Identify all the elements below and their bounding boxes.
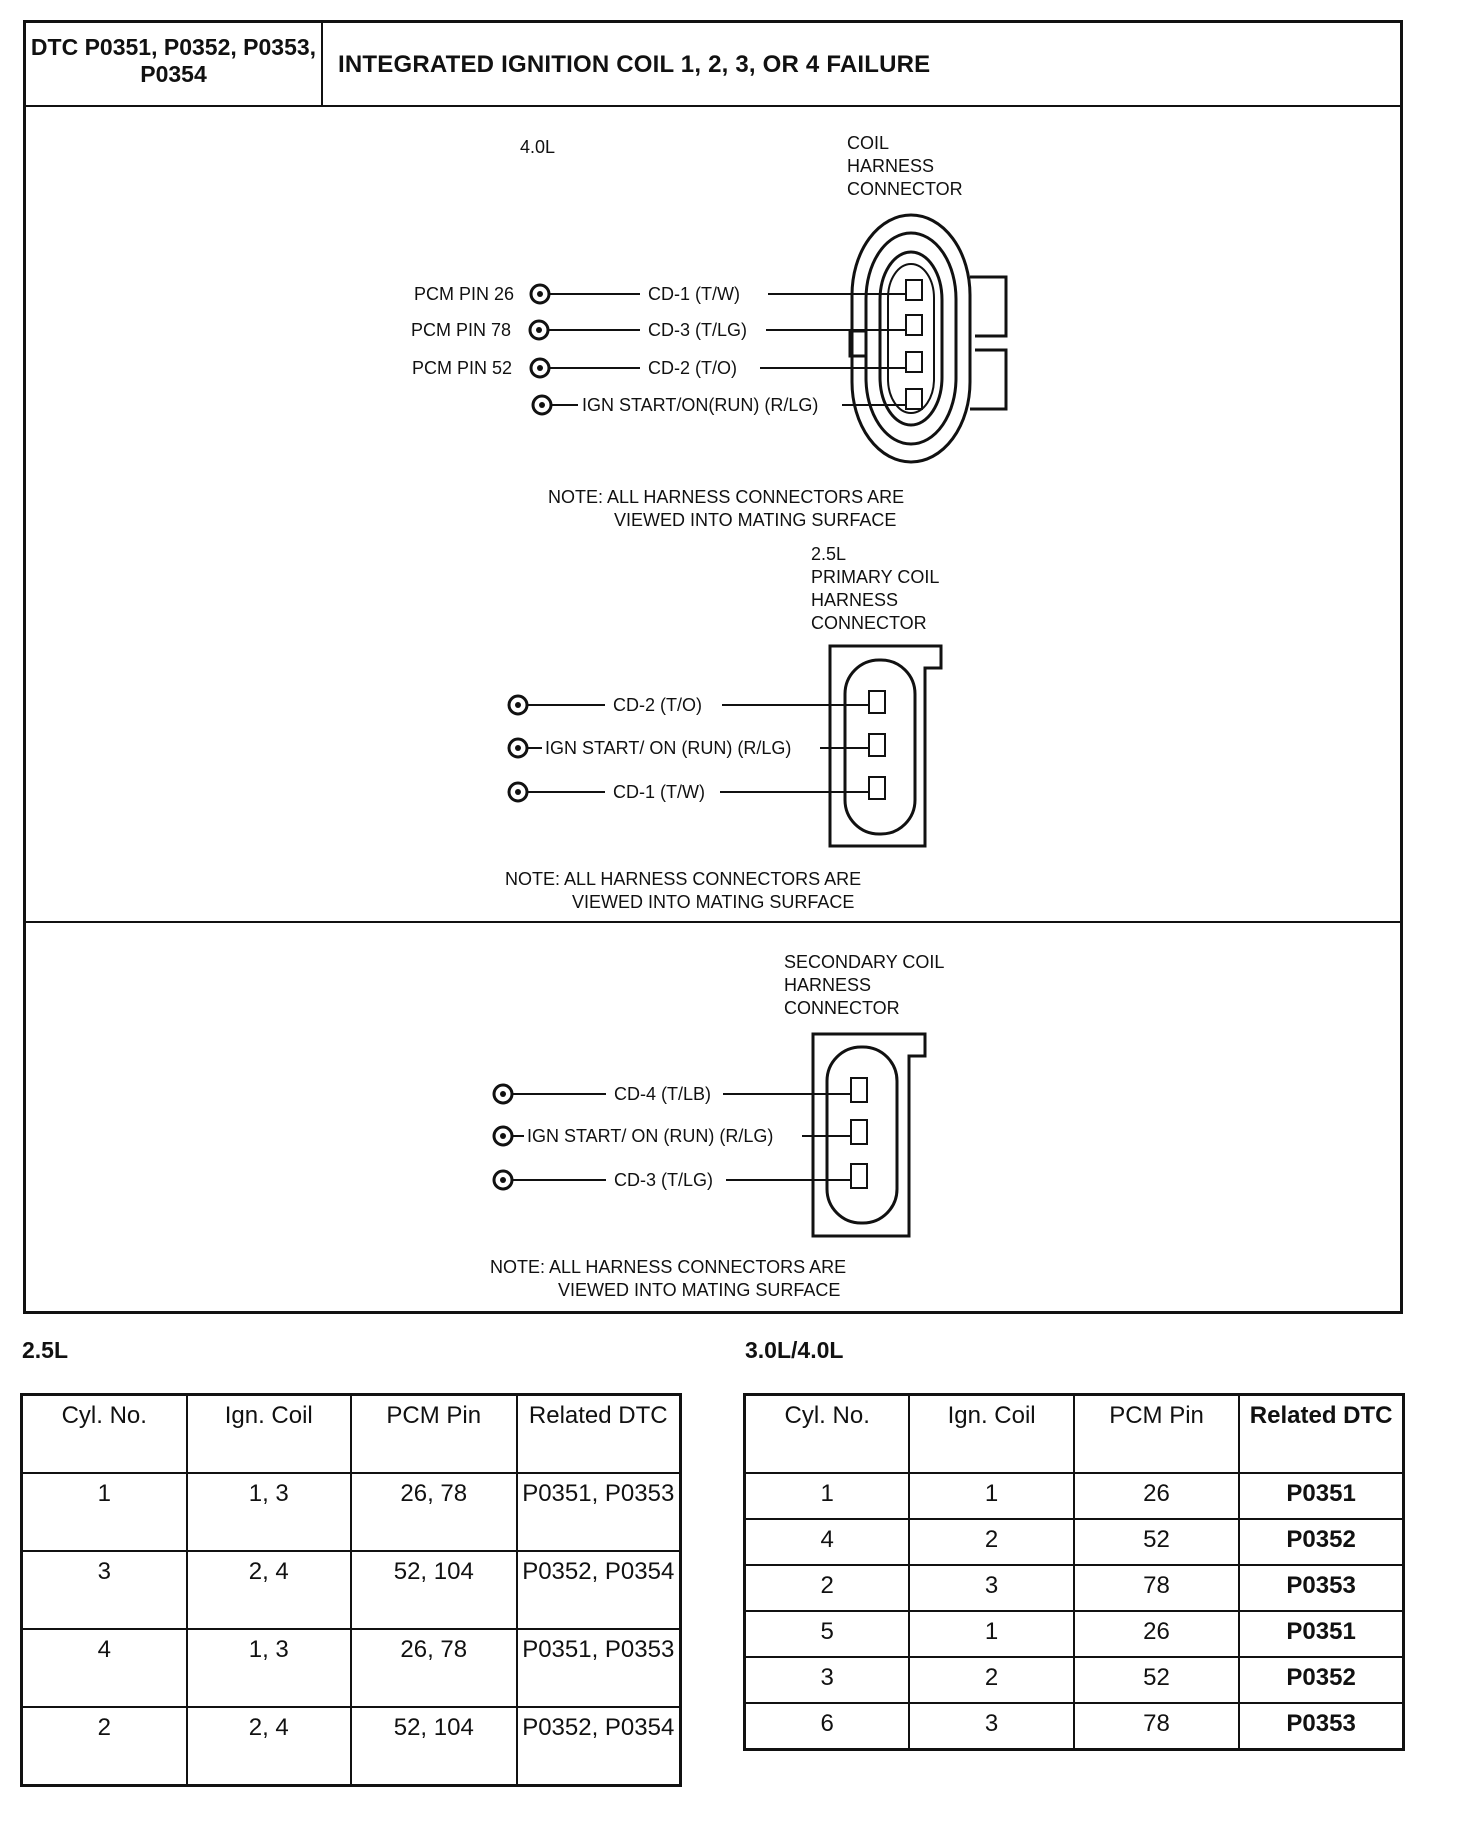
connector-label-line: COIL	[847, 133, 890, 153]
diagram-2-5l-primary	[505, 544, 941, 912]
diagram-4-0l	[411, 133, 1006, 530]
cell-dtc: P0352, P0354	[517, 1551, 681, 1629]
cell-dtc: P0352, P0354	[517, 1707, 681, 1786]
pcm-pin-label: PCM PIN 78	[411, 320, 512, 340]
cell-dtc: P0352	[1239, 1519, 1403, 1565]
circuit-label: CD-4 (T/LB)	[614, 1084, 712, 1104]
cell-dtc: P0351	[1239, 1611, 1403, 1657]
connector-label-line: HARNESS	[847, 156, 935, 176]
table-2-5l-label: 2.5L	[22, 1337, 69, 1363]
note-line: NOTE: ALL HARNESS CONNECTORS ARE	[490, 1257, 847, 1277]
cell-pin: 52, 104	[351, 1707, 517, 1786]
note-line: VIEWED INTO MATING SURFACE	[614, 510, 897, 530]
connector-label-line: CONNECTOR	[784, 998, 900, 1018]
cell-pin: 78	[1074, 1703, 1239, 1750]
column-header: Cyl. No.	[22, 1395, 187, 1474]
cell-coil: 1	[909, 1473, 1073, 1519]
column-header: Ign. Coil	[909, 1395, 1073, 1474]
table-row	[745, 1473, 1404, 1519]
cell-dtc: P0351, P0353	[517, 1629, 681, 1707]
cell-cyl: 5	[745, 1611, 910, 1657]
cell-pin: 26, 78	[351, 1629, 517, 1707]
connector-label-line: 2.5L	[811, 544, 847, 564]
table-row	[22, 1707, 681, 1786]
primary-row-1	[509, 695, 869, 715]
cell-cyl: 4	[22, 1629, 187, 1707]
circuit-label: CD-2 (T/O)	[613, 695, 702, 715]
cell-coil: 1	[909, 1611, 1073, 1657]
connector-label-line: SECONDARY COIL	[784, 952, 945, 972]
circuit-label: CD-3 (T/LG)	[648, 320, 747, 340]
cell-coil: 2, 4	[187, 1551, 352, 1629]
cell-cyl: 3	[22, 1551, 187, 1629]
connector-label-line: CONNECTOR	[847, 179, 963, 199]
connector-label-line: PRIMARY COIL	[811, 567, 940, 587]
cell-pin: 52, 104	[351, 1551, 517, 1629]
cell-cyl: 2	[22, 1707, 187, 1786]
table-row	[22, 1473, 681, 1551]
cell-pin: 78	[1074, 1565, 1239, 1611]
pin-row-2	[411, 320, 906, 340]
cell-coil: 3	[909, 1703, 1073, 1750]
coil-connector-shape	[850, 215, 1006, 462]
column-header: PCM Pin	[1074, 1395, 1239, 1474]
cell-coil: 1, 3	[187, 1473, 352, 1551]
table-row	[745, 1703, 1404, 1750]
pin-row-1	[414, 284, 906, 304]
column-header: Related DTC	[517, 1395, 681, 1474]
cell-cyl: 6	[745, 1703, 910, 1750]
cell-pin: 52	[1074, 1657, 1239, 1703]
cell-dtc: P0351, P0353	[517, 1473, 681, 1551]
pin-row-4	[533, 395, 906, 415]
cell-pin: 26	[1074, 1611, 1239, 1657]
note-line: NOTE: ALL HARNESS CONNECTORS ARE	[548, 487, 905, 507]
column-header: Related DTC	[1239, 1395, 1403, 1474]
circuit-label: IGN START/ ON (RUN) (R/LG)	[545, 738, 792, 758]
pin-row-3	[412, 358, 906, 378]
note-line: NOTE: ALL HARNESS CONNECTORS ARE	[505, 869, 862, 889]
cell-coil: 2	[909, 1657, 1073, 1703]
secondary-row-3	[494, 1170, 851, 1190]
cylinder-table-3-0l-4-0l	[743, 1393, 1405, 1751]
table-row	[745, 1565, 1404, 1611]
note-line: VIEWED INTO MATING SURFACE	[558, 1280, 841, 1300]
table-3-0l-4-0l-label: 3.0L/4.0L	[745, 1337, 844, 1363]
cell-coil: 1, 3	[187, 1629, 352, 1707]
cell-dtc: P0352	[1239, 1657, 1403, 1703]
cell-cyl: 1	[22, 1473, 187, 1551]
cell-coil: 2	[909, 1519, 1073, 1565]
table-row	[745, 1611, 1404, 1657]
connector-label-line: CONNECTOR	[811, 613, 927, 633]
cylinder-table-2-5l	[20, 1393, 682, 1787]
secondary-row-2	[494, 1126, 851, 1146]
cell-pin: 26, 78	[351, 1473, 517, 1551]
circuit-label: IGN START/ ON (RUN) (R/LG)	[527, 1126, 774, 1146]
table-header-row	[745, 1395, 1404, 1474]
diagram-2-5l-secondary	[490, 952, 944, 1300]
table-row	[22, 1629, 681, 1707]
note-line: VIEWED INTO MATING SURFACE	[572, 892, 855, 912]
cell-cyl: 2	[745, 1565, 910, 1611]
primary-row-3	[509, 782, 869, 802]
connector-label-line: HARNESS	[811, 590, 899, 610]
circuit-label: CD-1 (T/W)	[648, 284, 740, 304]
cell-pin: 26	[1074, 1473, 1239, 1519]
cell-coil: 2, 4	[187, 1707, 352, 1786]
table-header-row	[22, 1395, 681, 1474]
connector-label-line: HARNESS	[784, 975, 872, 995]
circuit-label: IGN START/ON(RUN) (R/LG)	[582, 395, 819, 415]
cell-pin: 52	[1074, 1519, 1239, 1565]
dtc-codes-text: DTC P0351, P0352, P0353, P0354	[30, 34, 317, 87]
pcm-pin-label: PCM PIN 26	[414, 284, 515, 304]
column-header: PCM Pin	[351, 1395, 517, 1474]
engine-label: 4.0L	[520, 137, 556, 157]
pcm-pin-label: PCM PIN 52	[412, 358, 513, 378]
primary-row-2	[509, 738, 869, 758]
circuit-label: CD-1 (T/W)	[613, 782, 705, 802]
cell-dtc: P0353	[1239, 1565, 1403, 1611]
cell-dtc: P0351	[1239, 1473, 1403, 1519]
cell-cyl: 1	[745, 1473, 910, 1519]
table-row	[745, 1657, 1404, 1703]
table-row	[745, 1519, 1404, 1565]
cell-cyl: 3	[745, 1657, 910, 1703]
column-header: Cyl. No.	[745, 1395, 910, 1474]
secondary-row-1	[494, 1084, 851, 1104]
cell-dtc: P0353	[1239, 1703, 1403, 1750]
primary-connector-shape	[830, 646, 941, 846]
cell-cyl: 4	[745, 1519, 910, 1565]
cell-coil: 3	[909, 1565, 1073, 1611]
column-header: Ign. Coil	[187, 1395, 352, 1474]
circuit-label: CD-2 (T/O)	[648, 358, 737, 378]
circuit-label: CD-3 (T/LG)	[614, 1170, 713, 1190]
table-row	[22, 1551, 681, 1629]
page-title: INTEGRATED IGNITION COIL 1, 2, 3, OR 4 FAILURE	[338, 51, 931, 78]
